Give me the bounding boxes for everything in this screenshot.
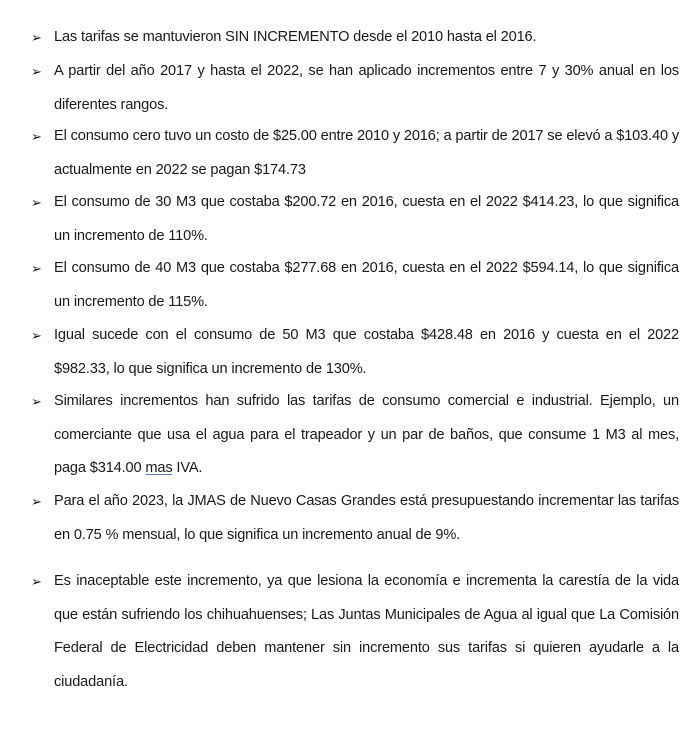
bullet-item-1 [31,21,679,55]
arrow-bullet-icon: ➢ [31,494,42,509]
bullet-text: A partir del año 2017 y hasta el 2022, se han aplicado incrementos entre 7 y 30% anual en los diferentes rangos. [54,63,679,113]
arrow-bullet-icon: ➢ [31,195,42,210]
bullet-item-7 [31,385,679,486]
arrow-bullet-icon: ➢ [31,328,42,343]
bullet-text: Es inaceptable este incremento, ya que lesiona la economía e incrementa la carestía de la vida que están sufriendo los chihuahuenses; Las Juntas Municipales de Agua al igual que La Comisión Federal de Electricidad deben mantener sin incremento sus tarifas si quieren ayudarle a la ciudadanía. [54,573,679,690]
bullet-item-9 [31,565,679,699]
bullet-item-6 [31,319,679,386]
bullet-text: Para el año 2023, la JMAS de Nuevo Casas Grandes está presupuestando incrementar las tarifas en 0.75 % mensual, lo que significa un incremento anual de 9%. [54,493,679,543]
bullet-item-2 [31,55,679,122]
spellcheck-underlined-word[interactable]: mas [145,460,173,476]
bullet-item-3 [31,120,679,187]
bullet-item-8 [31,485,679,552]
bullet-text-part: IVA. [172,460,203,476]
arrow-bullet-icon: ➢ [31,30,42,45]
bullet-text: El consumo de 40 M3 que costaba $277.68 en 2016, cuesta en el 2022 $594.14, lo que significa un incremento de 115%. [54,260,679,310]
arrow-bullet-icon: ➢ [31,64,42,79]
bullet-text: El consumo cero tuvo un costo de $25.00 entre 2010 y 2016; a partir de 2017 se elevó a $103.40 y actualmente en 2022 se pagan $174.73 [54,128,679,178]
bullet-text: El consumo de 30 M3 que costaba $200.72 en 2016, cuesta en el 2022 $414.23, lo que significa un incremento de 110%. [54,194,679,244]
arrow-bullet-icon: ➢ [31,261,42,276]
bullet-text: Igual sucede con el consumo de 50 M3 que costaba $428.48 en 2016 y cuesta en el 2022 $982.33, lo que significa un incremento de 130%. [54,327,679,377]
arrow-bullet-icon: ➢ [31,394,42,409]
bullet-text [54,385,679,486]
bullet-item-4 [31,186,679,253]
bullet-item-5 [31,252,679,319]
bullet-text: Las tarifas se mantuvieron SIN INCREMENTO desde el 2010 hasta el 2016. [54,29,537,45]
arrow-bullet-icon: ➢ [31,129,42,144]
arrow-bullet-icon: ➢ [31,574,42,589]
bullet-text-part: Similares incrementos han sufrido las tarifas de consumo comercial e industrial. Ejemplo, un comerciante que usa el agua para el trapeador y un par de baños, que consume 1 M3 al mes, paga $314.00 [54,393,679,476]
